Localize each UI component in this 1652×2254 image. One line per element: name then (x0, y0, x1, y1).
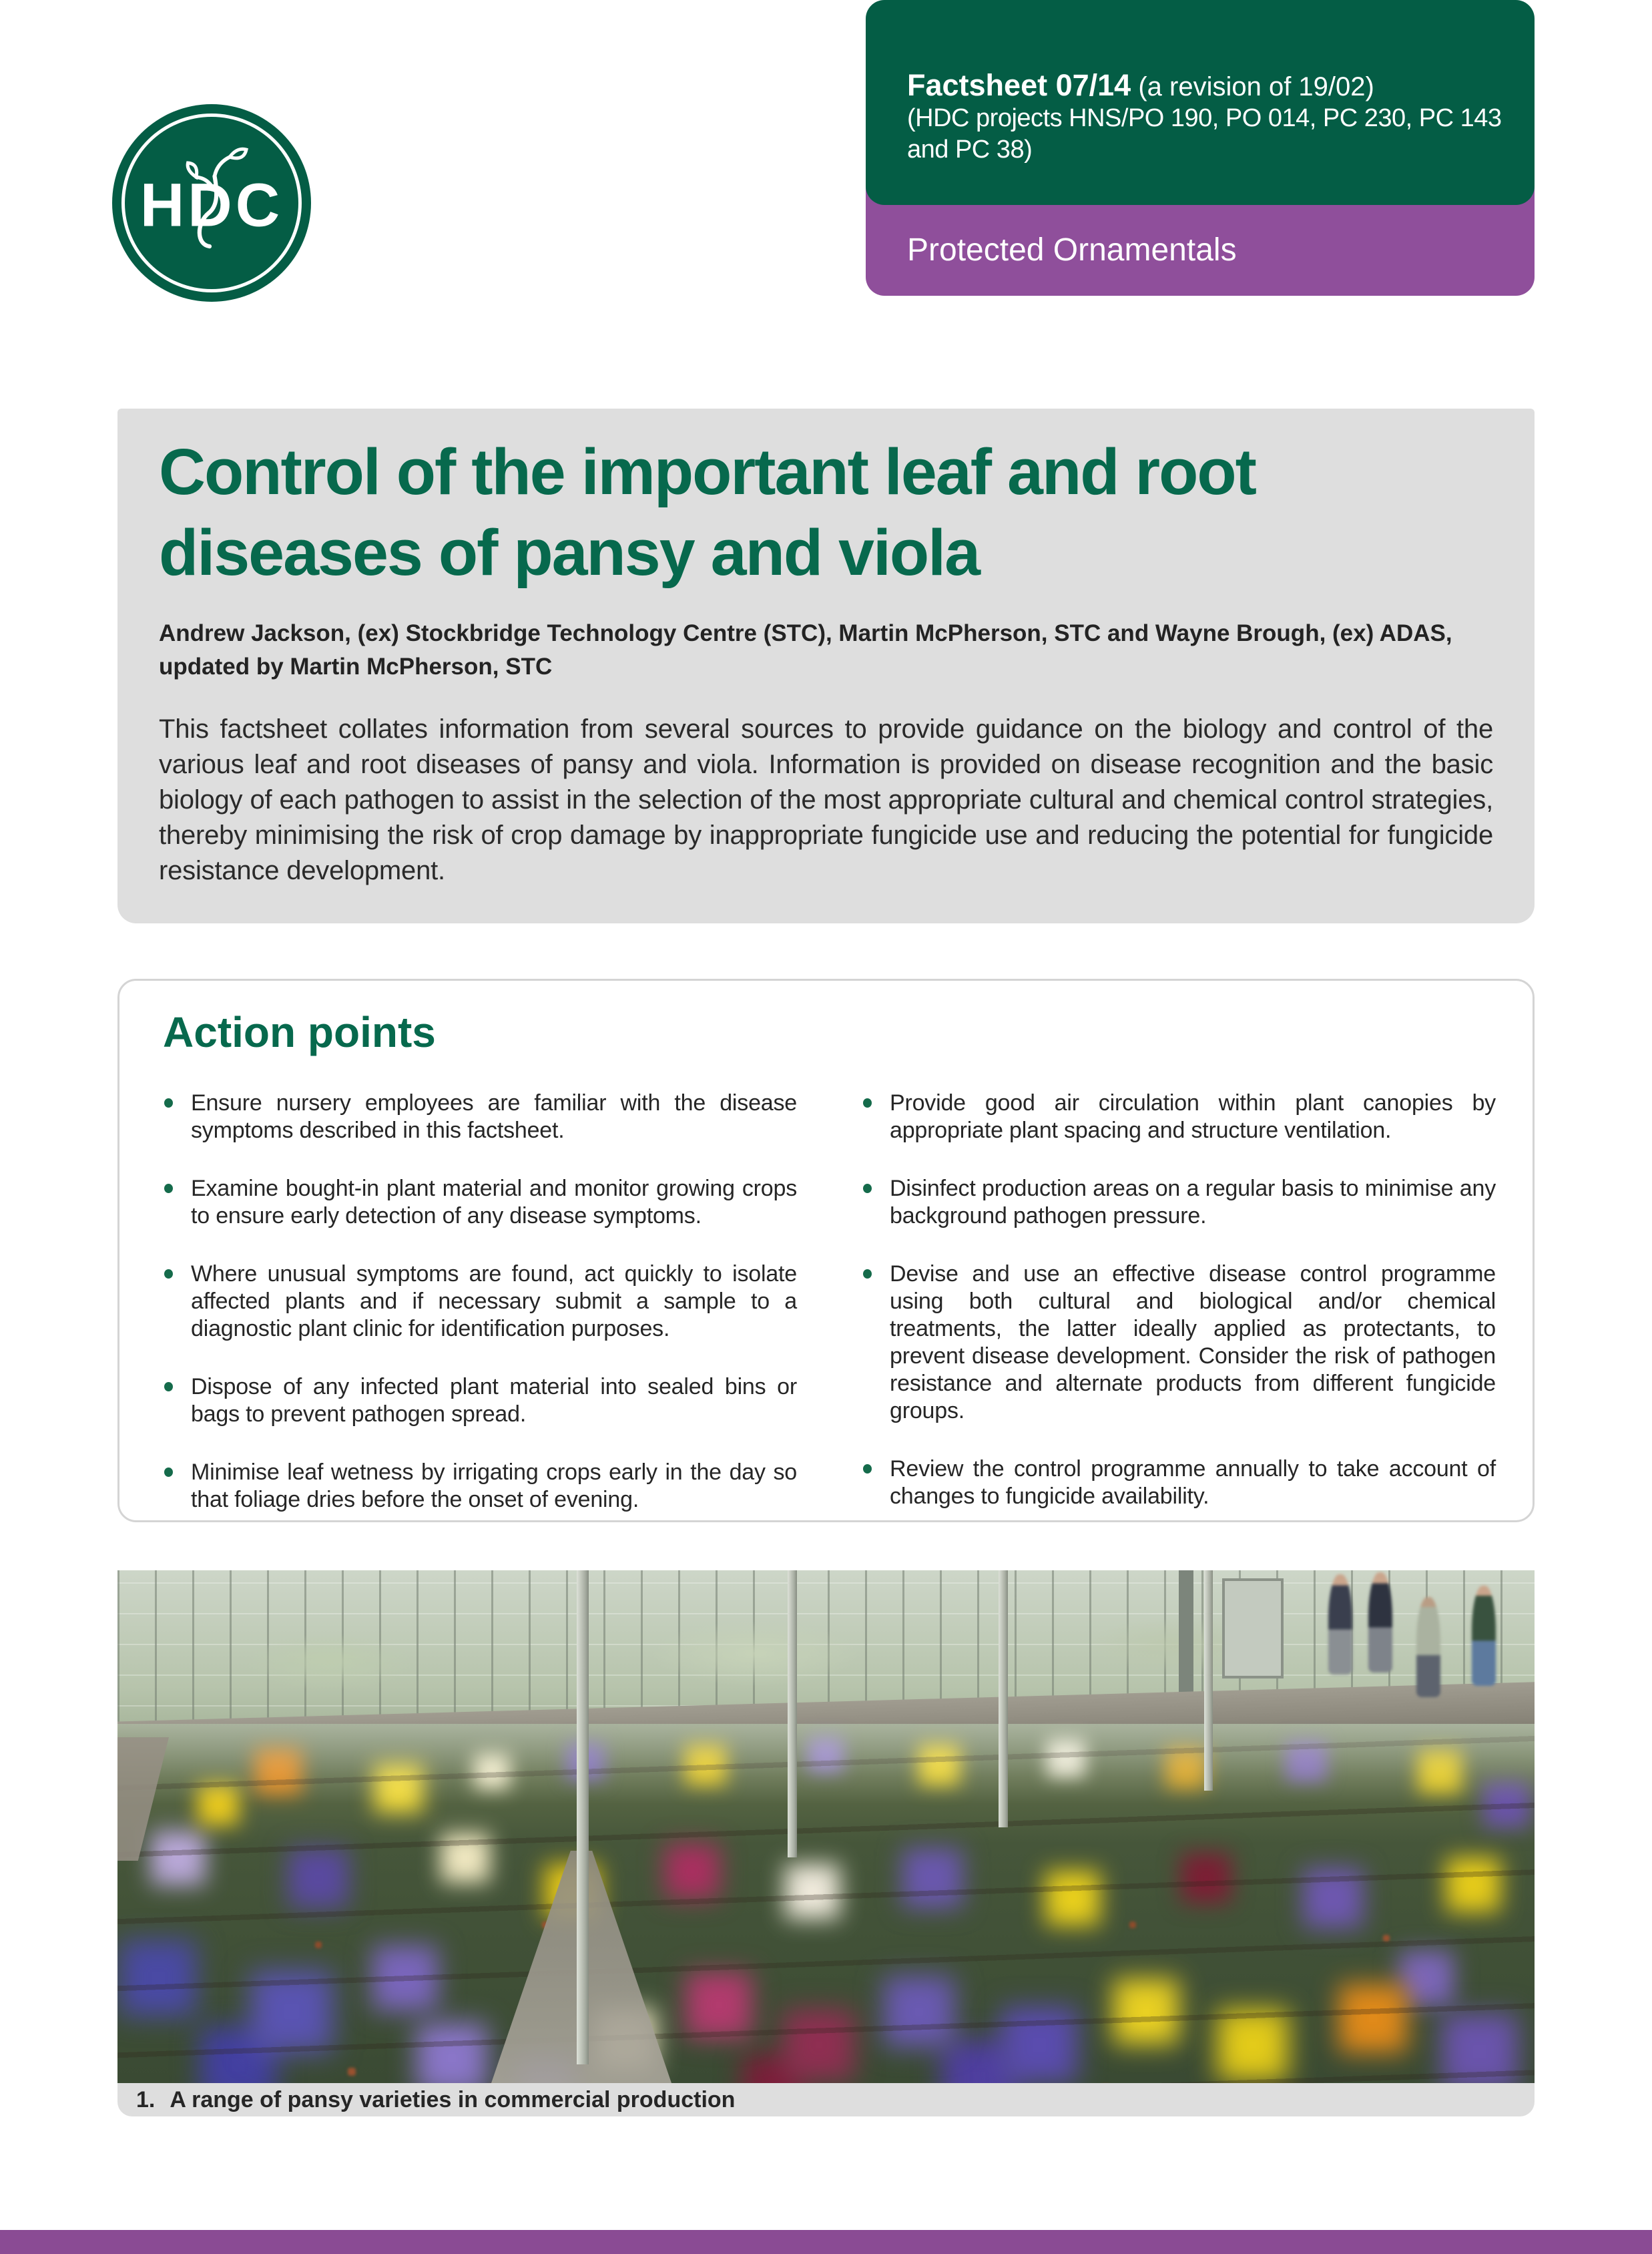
action-points-box (117, 979, 1535, 1522)
flower-drifts (117, 1724, 119, 1725)
greenhouse-structure (1179, 1570, 1193, 1694)
page-title: Control of the important leaf and root diseases of pansy and viola (159, 435, 1256, 589)
bullet-text: Provide good air circulation within plant canopies by appropriate plant spacing and structure ventilation. (890, 1090, 1496, 1143)
list-item (862, 1455, 1496, 1510)
action-points-columns (163, 1090, 1496, 1522)
bullet-text: Review the control programme annually to take account of changes to fungicide availability. (890, 1456, 1496, 1509)
person-figure (1328, 1574, 1352, 1674)
bullet-text: Examine bought-in plant material and monitor growing crops to ensure early detection of any disease symptoms. (191, 1176, 797, 1228)
bullet-text: Disinfect production areas on a regular basis to minimise any background pathogen pressure. (890, 1176, 1496, 1228)
list-item (163, 1175, 797, 1230)
person-figure (1368, 1572, 1392, 1672)
list-item (163, 1090, 797, 1144)
list-item (862, 1090, 1496, 1144)
pansy-production-photo (117, 1570, 1535, 2083)
factsheet-revision-note: (a revision of 19/02) (1138, 72, 1374, 101)
logo-acronym: HDC (140, 171, 284, 240)
category-label: Protected Ornamentals (907, 232, 1237, 268)
bullet-text: Dispose of any infected plant material into sealed bins or bags to prevent pathogen spread. (191, 1374, 797, 1427)
list-item (862, 1261, 1496, 1425)
title-block (117, 409, 1535, 923)
action-points-left-column (163, 1090, 797, 1522)
seedling-icon (170, 136, 256, 270)
authors-line: Andrew Jackson, (ex) Stockbridge Technology Centre (STC), Martin McPherson, STC and Wayne Brough, (ex) ADAS, updated by Martin McPherson, STC (159, 620, 1452, 680)
list-item (163, 1459, 797, 1514)
list-item (163, 1373, 797, 1428)
figure-number: 1. (136, 2086, 156, 2112)
hdc-logo (112, 104, 311, 302)
factsheet-reference-box (866, 0, 1535, 205)
flower-field (117, 1724, 1535, 2083)
list-item (163, 1261, 797, 1343)
figure-caption (117, 2083, 1535, 2116)
bullet-text: Devise and use an effective disease control programme using both cultural and biological and/or chemical treatments, the latter ideally applied as protectants, to prevent disease development. Consider the risk of pathogen resistance and alternate products from different fungicide groups. (890, 1261, 1496, 1423)
support-post (1204, 1570, 1213, 1791)
plant-pots (117, 1724, 119, 1725)
list-item (862, 1175, 1496, 1230)
intro-paragraph: This factsheet collates information from several sources to provide guidance on the biology and control of the various leaf and root diseases of pansy and viola. Information is provided on disease recognition and the basic biology of each pathogen to assist in the selection of the most appropriate cultural and chemical control strategies, thereby minimising the risk of crop damage by inappropriate fungicide use and reducing the potential for fungicide resistance development. (159, 714, 1493, 885)
person-figure (1472, 1586, 1496, 1686)
bullet-text: Where unusual symptoms are found, act quickly to isolate affected plants and if necessary submit a sample to a diagnostic plant clinic for identification purposes. (191, 1261, 797, 1341)
person-figure (1416, 1597, 1440, 1697)
support-post (999, 1570, 1008, 1827)
bullet-text: Ensure nursery employees are familiar with the disease symptoms described in this factsheet. (191, 1090, 797, 1143)
factsheet-number: Factsheet 07/14 (907, 68, 1131, 102)
action-points-right-column (862, 1090, 1496, 1522)
support-post (788, 1570, 797, 1857)
greenhouse-door (1222, 1578, 1284, 1678)
footer-bar (0, 2230, 1652, 2254)
support-post (577, 1570, 589, 2064)
bullet-text: Minimise leaf wetness by irrigating crops early in the day so that foliage dries before the onset of evening. (191, 1459, 797, 1512)
factsheet-number-line (907, 69, 1509, 103)
project-codes: (HDC projects HNS/PO 190, PO 014, PC 230, PC 143 and PC 38) (907, 104, 1502, 164)
action-points-heading: Action points (163, 1008, 436, 1056)
figure-caption-text: A range of pansy varieties in commercial production (170, 2086, 736, 2112)
